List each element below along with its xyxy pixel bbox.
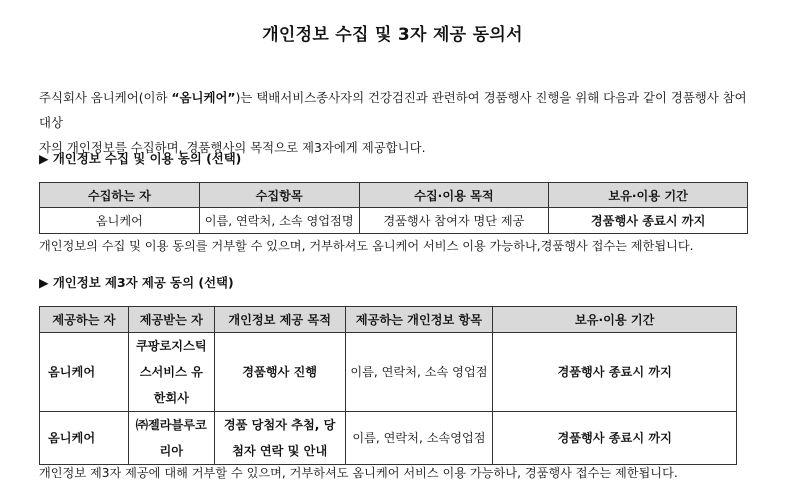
recipient-line: 한회사 (153, 391, 189, 405)
header-items: 제공하는 개인정보 항목 (345, 307, 493, 333)
section2-heading: ▶ 개인정보 제3자 제공 동의 (선택) (39, 275, 234, 290)
intro-company: “옴니케어” (171, 90, 236, 105)
intro-prefix: 주식회사 옴니케어(이하 (39, 90, 172, 105)
intro-line2: 자의 개인정보를 수집하며, 경품행사의 목적으로 제3자에게 제공합니다. (39, 140, 426, 155)
header-purpose: 개인정보 제공 목적 (214, 307, 345, 333)
purpose-line: 경품 당첨자 추첨, 당 (223, 418, 336, 432)
intro-rest: )는 택배서비스종사자의 건강검진과 관련하여 경품행사 진행을 위해 다음과 같이 경품행사 참여 대상 (39, 90, 747, 130)
cell-provider: 옴니케어 (40, 412, 129, 465)
header-collector: 수집하는 자 (40, 183, 200, 208)
header-period: 보유·이용 기간 (493, 307, 737, 333)
header-purpose: 수집·이용 목적 (359, 183, 549, 208)
header-items: 수집항목 (199, 183, 359, 208)
header-period: 보유·이용 기간 (549, 183, 748, 208)
cell-items: 이름, 연락처, 소속 영업점명 (199, 208, 359, 234)
recipient-line: ㈜젤라블루코 (135, 418, 207, 432)
cell-purpose: 경품행사 진행 (214, 333, 345, 412)
recipient-line: 리아 (159, 444, 184, 458)
cell-recipient (128, 412, 214, 465)
recipient-line: 쿠팡로지스틱 (135, 339, 207, 353)
table-row (40, 208, 748, 234)
table-row (40, 333, 737, 412)
cell-items: 이름, 연락처, 소속 영업점 (345, 333, 493, 412)
table-header-row (40, 183, 748, 208)
cell-recipient (128, 333, 214, 412)
cell-purpose (214, 412, 345, 465)
cell-period: 경품행사 종료시 까지 (493, 333, 737, 412)
cell-items: 이름, 연락처, 소속영업점 (345, 412, 493, 465)
recipient-line: 스서비스 유 (139, 365, 203, 379)
section1-heading: ▶ 개인정보 수집 및 이용 동의 (선택) (39, 151, 242, 166)
cell-collector: 옴니케어 (40, 208, 200, 234)
table-header-row (40, 307, 737, 333)
document-title: 개인정보 수집 및 3자 제공 동의서 (262, 25, 523, 45)
third-party-table (39, 306, 737, 465)
section1-note: 개인정보의 수집 및 이용 동의를 거부할 수 있으며, 거부하셔도 옴니케어 서비스 이용 가능하나,경품행사 접수는 제한됩니다. (39, 239, 694, 253)
cell-period: 경품행사 종료시 까지 (549, 208, 748, 234)
table-row (40, 412, 737, 465)
header-provider: 제공하는 자 (40, 307, 129, 333)
purpose-line: 첨자 연락 및 안내 (232, 444, 328, 458)
cell-purpose: 경품행사 참여자 명단 제공 (359, 208, 549, 234)
cell-period: 경품행사 종료시 까지 (493, 412, 737, 465)
header-recipient: 제공받는 자 (128, 307, 214, 333)
section2-note: 개인정보 제3자 제공에 대해 거부할 수 있으며, 거부하셔도 옴니케어 서비스 이용 가능하나, 경품행사 접수는 제한됩니다. (39, 466, 678, 480)
cell-provider: 옴니케어 (40, 333, 129, 412)
collection-table (39, 182, 748, 234)
